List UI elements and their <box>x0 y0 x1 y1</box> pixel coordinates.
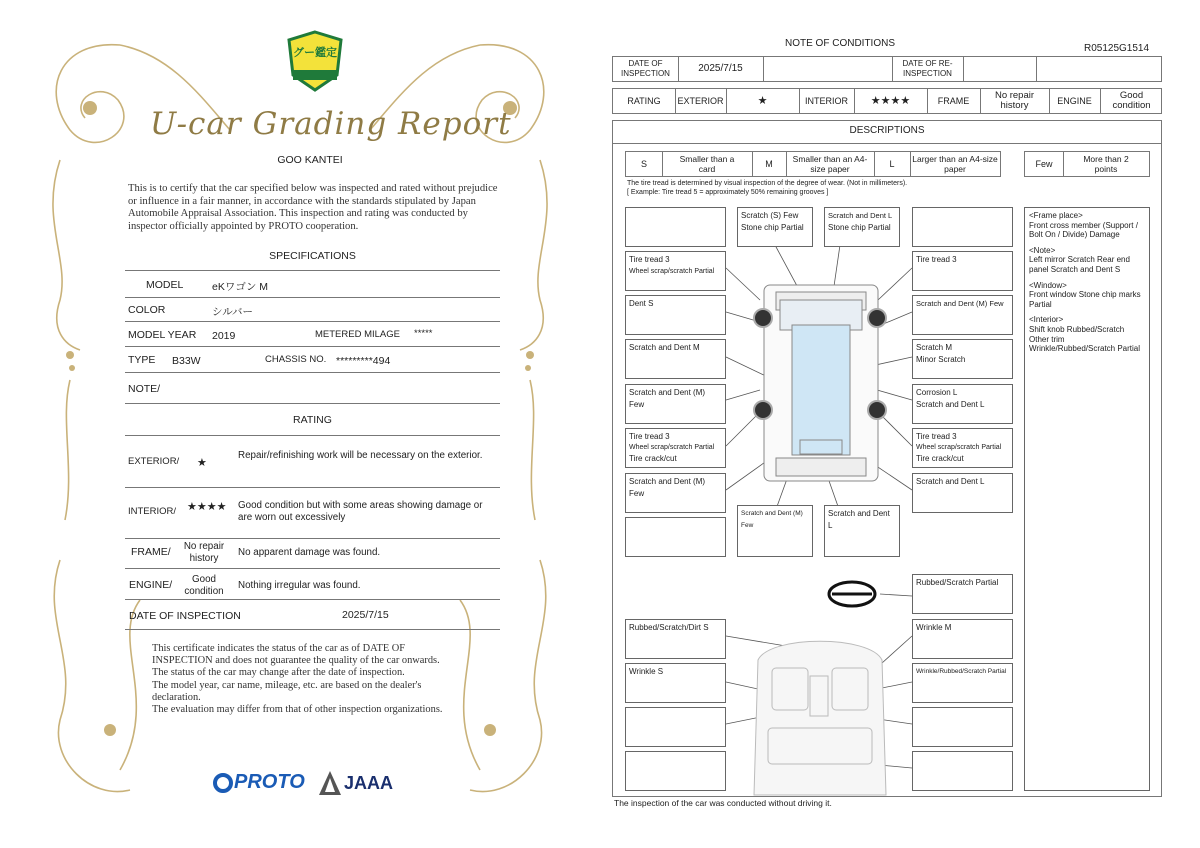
note-of-conditions <box>600 0 1200 848</box>
damage-box-left-8 <box>625 517 726 557</box>
damage-box-left-5: Scratch and Dent (M) Few <box>625 384 726 424</box>
damage-box-interior-right-2: Wrinkle/Rubbed/Scratch Partial <box>912 663 1013 703</box>
damage-box-interior-right-1: Wrinkle M <box>912 619 1013 659</box>
damage-box-interior-left-3 <box>625 707 726 747</box>
damage-box-right-4: Scratch M Minor Scratch <box>912 339 1013 379</box>
damage-box-left-2: Tire tread 3 Wheel scrap/scratch Partial <box>625 251 726 291</box>
model-label: MODEL <box>146 279 184 291</box>
damage-box-top-left: Scratch (S) Few Stone chip Partial <box>737 207 813 247</box>
jaaa-logo-icon <box>318 770 342 796</box>
damage-box-right-1 <box>912 207 1013 247</box>
interior-note: <Interior> Shift knob Rubbed/Scratch Other trim Wrinkle/Rubbed/Scratch Partial <box>1029 315 1141 354</box>
metered-milage-value: ***** <box>414 328 433 339</box>
model-value: eKワゴン M <box>212 281 269 293</box>
damage-box-left-7: Scratch and Dent (M) Few <box>625 473 726 513</box>
damage-box-left-3: Dent S <box>625 295 726 335</box>
legend-text-few: More than 2 points <box>1083 154 1129 174</box>
legend-code-m: M <box>765 159 773 169</box>
legend-text-l: Larger than an A4-size paper <box>912 154 998 174</box>
exterior-header: EXTERIOR <box>677 96 724 106</box>
frame-label: FRAME/ <box>131 546 171 558</box>
damage-box-interior-left-2: Wrinkle S <box>625 663 726 703</box>
engine-label: ENGINE/ <box>129 579 173 591</box>
exterior-rating-stars: ★ <box>197 457 207 469</box>
frame-cell: No repair history <box>994 90 1035 111</box>
legend-code-s: S <box>640 159 647 169</box>
interior-rating-stars: ★★★★ <box>187 501 227 513</box>
frame-place-note: <Frame place> Front cross member (Support / Bolt On / Divide) Damage <box>1029 211 1138 240</box>
damage-box-right-3: Scratch and Dent (M) Few <box>912 295 1013 335</box>
chassis-value: *********494 <box>336 355 391 367</box>
date-of-inspection-value: 2025/7/15 <box>342 609 389 621</box>
certificate-disclaimer: This certificate indicates the status of the car as of DATE OF INSPECTION and does not guarantee the quality of the car onwards. The status of the car may change after the date of inspection. The model year, car name, mileage, etc. are based on the dealer's declaration. The evaluation may differ from that of other inspection organizations. <box>152 643 443 716</box>
legend-code-l: L <box>889 159 895 169</box>
engine-value: Good condition <box>184 574 224 597</box>
chassis-label: CHASSIS NO. <box>265 354 327 365</box>
goo-kantei-badge-icon <box>287 30 343 92</box>
frame-value: No repair history <box>183 541 225 564</box>
type-label: TYPE <box>128 354 156 366</box>
legend-text-s: Smaller than a card <box>679 154 735 174</box>
date-of-inspection-header: DATE OF INSPECTION <box>621 59 670 78</box>
damage-box-bottom-right: Scratch and Dent L <box>824 505 900 557</box>
descriptions-heading: DESCRIPTIONS <box>849 125 925 136</box>
engine-header: ENGINE <box>1057 96 1092 106</box>
exterior-rating-cell: ★ <box>757 95 768 107</box>
engine-cell: Good condition <box>1112 90 1151 111</box>
tire-note: The tire tread is determined by visual inspection of the degree of wear. (Not in millimeters). <box>627 180 908 187</box>
rating-header: RATING <box>627 96 661 106</box>
tire-example: [ Example: Tire tread 5 = approximately 50% remaining grooves ] <box>627 189 829 196</box>
damage-box-right-2: Tire tread 3 <box>912 251 1013 291</box>
proto-logo-text: PROTO <box>234 771 305 793</box>
damage-box-right-7: Scratch and Dent L <box>912 473 1013 513</box>
notes-footer: The inspection of the car was conducted without driving it. <box>614 798 832 808</box>
damage-box-interior-left-4 <box>625 751 726 791</box>
badge-text: グー鑑定 <box>293 47 337 59</box>
interior-rating-cell: ★★★★ <box>870 95 911 107</box>
damage-box-interior-right-3 <box>912 707 1013 747</box>
damage-box-right-6: Tire tread 3 Wheel scrap/scratch Partial Tire crack/cut <box>912 428 1013 468</box>
date-of-inspection-cell: 2025/7/15 <box>698 63 743 74</box>
date-of-inspection-label: DATE OF INSPECTION <box>129 610 241 622</box>
date-of-reinspection-header: DATE OF RE-INSPECTION <box>902 59 953 78</box>
interior-description: Good condition but with some areas showing damage or are worn out excessively <box>238 500 483 523</box>
certificate-subtitle: GOO KANTEI <box>277 154 343 166</box>
model-year-label: MODEL YEAR <box>128 329 197 341</box>
exterior-description: Repair/refinishing work will be necessary on the exterior. <box>238 450 483 461</box>
metered-milage-label: METERED MILAGE <box>315 329 400 340</box>
engine-description: Nothing irregular was found. <box>238 580 361 591</box>
legend-text-m: Smaller than an A4-size paper <box>792 154 868 174</box>
frame-description: No apparent damage was found. <box>238 547 381 558</box>
color-value: シルバー <box>212 306 254 318</box>
color-label: COLOR <box>128 304 166 316</box>
damage-box-bottom-left: Scratch and Dent (M) Few <box>737 505 813 557</box>
damage-box-interior-left-1: Rubbed/Scratch/Dirt S <box>625 619 726 659</box>
exterior-label: EXTERIOR/ <box>128 456 180 467</box>
window-note: <Window> Front window Stone chip marks Partial <box>1029 280 1141 309</box>
damage-box-right-5: Corrosion L Scratch and Dent L <box>912 384 1013 424</box>
interior-header: INTERIOR <box>804 96 848 106</box>
note-label: NOTE/ <box>128 383 161 395</box>
damage-box-left-6: Tire tread 3 Wheel scrap/scratch Partial Tire crack/cut <box>625 428 726 468</box>
damage-box-interior-right-4 <box>912 751 1013 791</box>
jaaa-logo-text: JAAA <box>344 773 394 793</box>
reference-number: R05125G1514 <box>1084 43 1150 54</box>
proto-logo-icon <box>212 772 234 794</box>
specifications-heading: SPECIFICATIONS <box>269 250 356 262</box>
model-year-value: 2019 <box>212 330 236 342</box>
certificate-title: U-car Grading Report <box>150 106 512 142</box>
rating-heading: RATING <box>293 414 332 426</box>
frame-header: FRAME <box>937 96 970 106</box>
side-notes-panel <box>1024 207 1150 791</box>
damage-box-left-4: Scratch and Dent M <box>625 339 726 379</box>
certification-statement: This is to certify that the car specified below was inspected and rated without prejudice or influence in a fair manner, in accordance with the standards stipulated by Japan Automobile Appraisal Association. This inspection and rating was conducted by inspector officially appointed by PROTO cooperation. <box>128 183 498 232</box>
type-value: B33W <box>172 355 201 367</box>
damage-box-steering: Rubbed/Scratch Partial <box>912 574 1013 614</box>
legend-code-few: Few <box>1035 159 1053 169</box>
damage-box-left-1 <box>625 207 726 247</box>
general-note: <Note> Left mirror Scratch Rear end panel Scratch and Dent S <box>1029 245 1130 274</box>
damage-box-top-right: Scratch and Dent L Stone chip Partial <box>824 207 900 247</box>
notes-title: NOTE OF CONDITIONS <box>785 38 895 49</box>
interior-label: INTERIOR/ <box>128 506 177 517</box>
